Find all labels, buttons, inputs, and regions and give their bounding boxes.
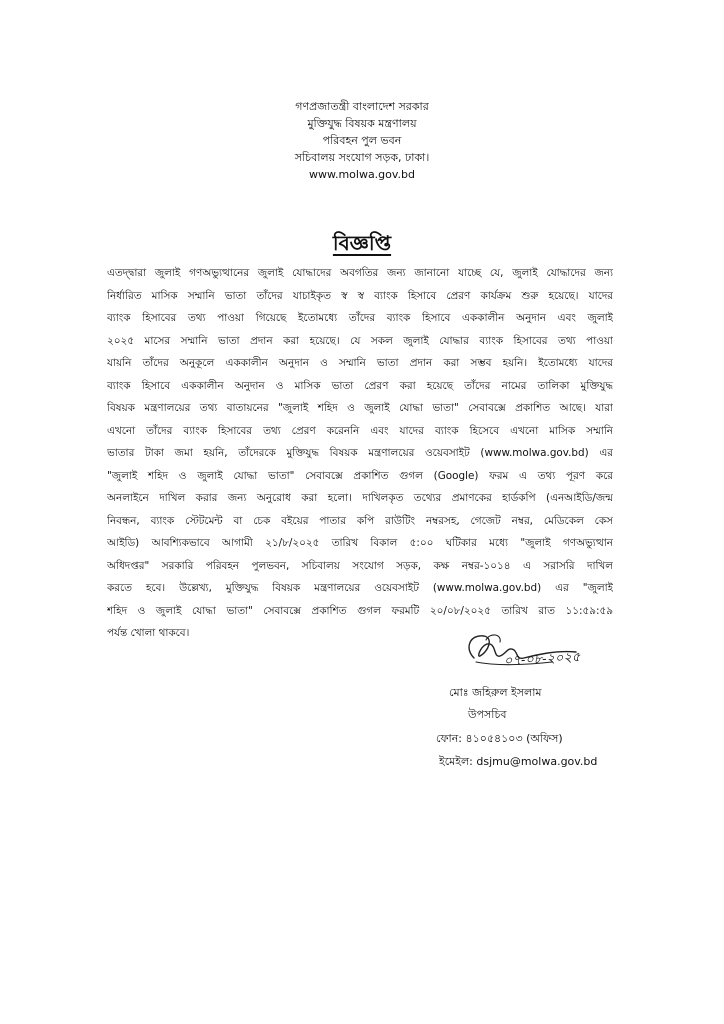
address-line: সচিবালয় সংযোগ সড়ক, ঢাকা। (294, 151, 430, 164)
body-line: যায়নি তাঁদের অনুকূলে এককালীন অনুদান ও সম্মানি ভাতা প্রদান করা সম্ভব হয়নি। ইতোমধ্যে যাদের (107, 357, 613, 369)
body-line: অধিদপ্তর" সরকারি পরিবহন পুলভবন, সচিবালয় সংযোগ সড়ক, কক্ষ নম্বর-১০১৪ এ সরাসরি দাখিল (107, 559, 613, 572)
notice-body (107, 262, 613, 645)
ministry-name: মুক্তিযুদ্ধ বিষয়ক মন্ত্রণালয় (307, 117, 417, 130)
government-name: গণপ্রজাতন্ত্রী বাংলাদেশ সরকার (295, 100, 429, 113)
letterhead (240, 98, 484, 183)
building-name: পরিবহন পুল ভবন (322, 134, 402, 147)
body-line: পর্যন্ত খোলা থাকবে। (107, 627, 190, 639)
signatory-designation: উপসচিব (468, 708, 507, 721)
website-text: www.molwa.gov.bd (308, 168, 416, 181)
body-line: ২০২৫ মাসের সম্মানি ভাতা প্রদান করা হয়েছে। যে সকল জুলাই যোদ্ধার ব্যাংক হিসাবের তথ্য পাওয়া (107, 334, 613, 347)
signatory-name: মোঃ জহিরুল ইসলাম (449, 686, 542, 699)
body-line: নির্ধারিত মাসিক সম্মানি ভাতা তাঁদের যাচাইকৃত স্ব স্ব ব্যাংক হিসাবে প্রেরণ কার্যক্রম শুরু হয়েছে। যাদের (107, 289, 613, 302)
body-line: এখনো তাঁদের ব্যাংক হিসাবের তথ্য প্রেরণ করেননি এবং যাদের ব্যাংক হিসেবে এখনো মাসিক সম্মানি (107, 424, 613, 437)
signatory-phone: ফোন: ৪১০৫৪১০৩ (অফিস) (436, 732, 563, 745)
body-line: নিবন্ধন, ব্যাংক স্টেটমেন্ট বা চেক বইয়ের পাতার কপি রাউটিং নম্বরসহ, গেজেট নম্বর, মেডিকেল কেস (107, 514, 613, 527)
body-line: "জুলাই শহিদ ও জুলাই যোদ্ধা ভাতা" সেবাবক্সে প্রকাশিত গুগল (Google) ফরম এ তথ্য পূরণ করে (107, 469, 613, 482)
signature-date: ০৭-০৮-২০২৫ (503, 650, 581, 669)
body-line: শহিদ ও জুলাই যোদ্ধা ভাতা" সেবাবক্সে প্রকাশিত গুগল ফরমটি ২০/০৮/২০২৫ তারিখ রাত ১১:৫৯:৫৯ (107, 604, 613, 617)
body-line: ভাতার টাকা জমা হয়নি, তাঁদেরকে মুক্তিযুদ্ধ বিষয়ক মন্ত্রণালয়ের ওয়েবসাইট (www.molwa.gov.bd) এর (107, 447, 613, 459)
body-line: অনলাইনে দাখিল করার জন্য অনুরোধ করা হলো। দাখিলকৃত তথ্যের প্রমাণকের হার্ডকপি (এনআইডি/জন্ম (107, 492, 613, 504)
notice-title: বিজ্ঞপ্তি (332, 231, 392, 255)
body-line: বিষয়ক মন্ত্রণালয়ের তথ্য বাতায়নের "জুলাই শহিদ ও জুলাই যোদ্ধা ভাতা" সেবাবক্সে প্রকাশিত আছে। যারা (107, 402, 613, 414)
body-line: ব্যাংক হিসাবে এককালীন অনুদান ও মাসিক ভাতা প্রেরণ করা হয়েছে তাঁদের নামের তালিকা মুক্তিযুদ্ধ (107, 379, 613, 392)
signatory-email: ইমেইল: dsjmu@molwa.gov.bd (439, 755, 598, 768)
body-line: আইডি) আবশ্যিকভাবে আগামী ২১/৮/২০২৫ তারিখ বিকাল ৫:০০ ঘটিকার মধ্যে "জুলাই গণঅভ্যুত্থান (107, 537, 613, 549)
body-line: এতদ্দ্বারা জুলাই গণঅভ্যুত্থানের জুলাই যোদ্ধাদের অবগতির জন্য জানানো যাচ্ছে যে, জুলাই যোদ্ধাদের জন্য (107, 267, 613, 279)
body-line: ব্যাংক হিসাবের তথ্য পাওয়া গিয়েছে ইতোমধ্যে তাঁদের ব্যাংক হিসাবে এককালীন অনুদান এবং জুলাই (107, 312, 613, 324)
body-line: করতে হবে। উল্লেখ্য, মুক্তিযুদ্ধ বিষয়ক মন্ত্রণালয়ের ওয়েবসাইট (www.molwa.gov.bd) এর "জুলাই (107, 582, 613, 594)
